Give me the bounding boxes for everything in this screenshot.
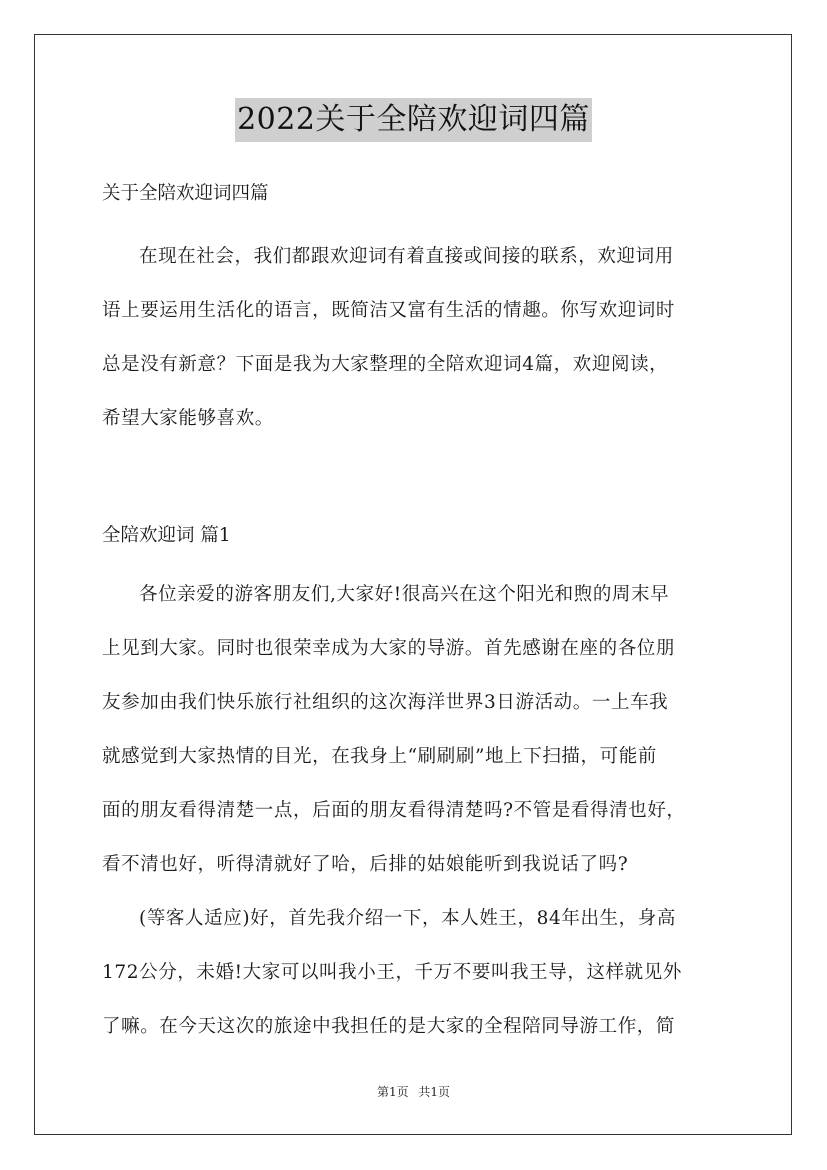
- body-paragraph-2: [102, 892, 727, 1054]
- intro-paragraph: [102, 230, 727, 446]
- page-total: 共1页: [418, 1085, 451, 1099]
- intro-line: 在现在社会，我们都跟欢迎词有着直接或间接的联系，欢迎词用: [139, 246, 674, 267]
- body-paragraph-1: [102, 568, 727, 892]
- intro-line: 希望大家能够喜欢。: [102, 408, 274, 429]
- para1-line: 上见到大家。同时也很荣幸成为大家的导游。首先感谢在座的各位朋: [102, 638, 676, 659]
- document-subtitle: 关于全陪欢迎词四篇: [102, 183, 269, 204]
- para2-line: (等客人适应)好，首先我介绍一下，本人姓王，84年出生，身高: [139, 908, 676, 929]
- document-body: [102, 176, 727, 1054]
- para1-line: 看不清也好，听得清就好了哈，后排的姑娘能听到我说话了吗?: [102, 854, 629, 875]
- para1-line: 各位亲爱的游客朋友们,大家好!很高兴在这个阳光和煦的周末早: [139, 584, 670, 605]
- para1-line: 面的朋友看得清楚一点，后面的朋友看得清楚吗?不管是看得清也好，: [102, 800, 686, 821]
- page-footer: [0, 1083, 827, 1101]
- para2-line: 172公分，未婚!大家可以叫我小王，千万不要叫我王导，这样就见外: [102, 962, 682, 983]
- intro-line: 语上要运用生活化的语言，既简洁又富有生活的情趣。你写欢迎词时: [102, 300, 676, 321]
- para1-line: 友参加由我们快乐旅行社组织的这次海洋世界3日游活动。一上车我: [102, 692, 669, 713]
- para2-line: 了嘛。在今天这次的旅途中我担任的是大家的全程陪同导游工作，简: [102, 1016, 676, 1037]
- section-heading: 全陪欢迎词 篇1: [102, 525, 231, 546]
- document-title: 2022关于全陪欢迎词四篇: [235, 98, 592, 142]
- para1-line: 就感觉到大家热情的目光，在我身上“刷刷刷”地上下扫描，可能前: [102, 746, 657, 767]
- title-container: [0, 98, 827, 142]
- intro-line: 总是没有新意？下面是我为大家整理的全陪欢迎词4篇，欢迎阅读，: [102, 354, 669, 375]
- page-number: 第1页: [376, 1085, 409, 1099]
